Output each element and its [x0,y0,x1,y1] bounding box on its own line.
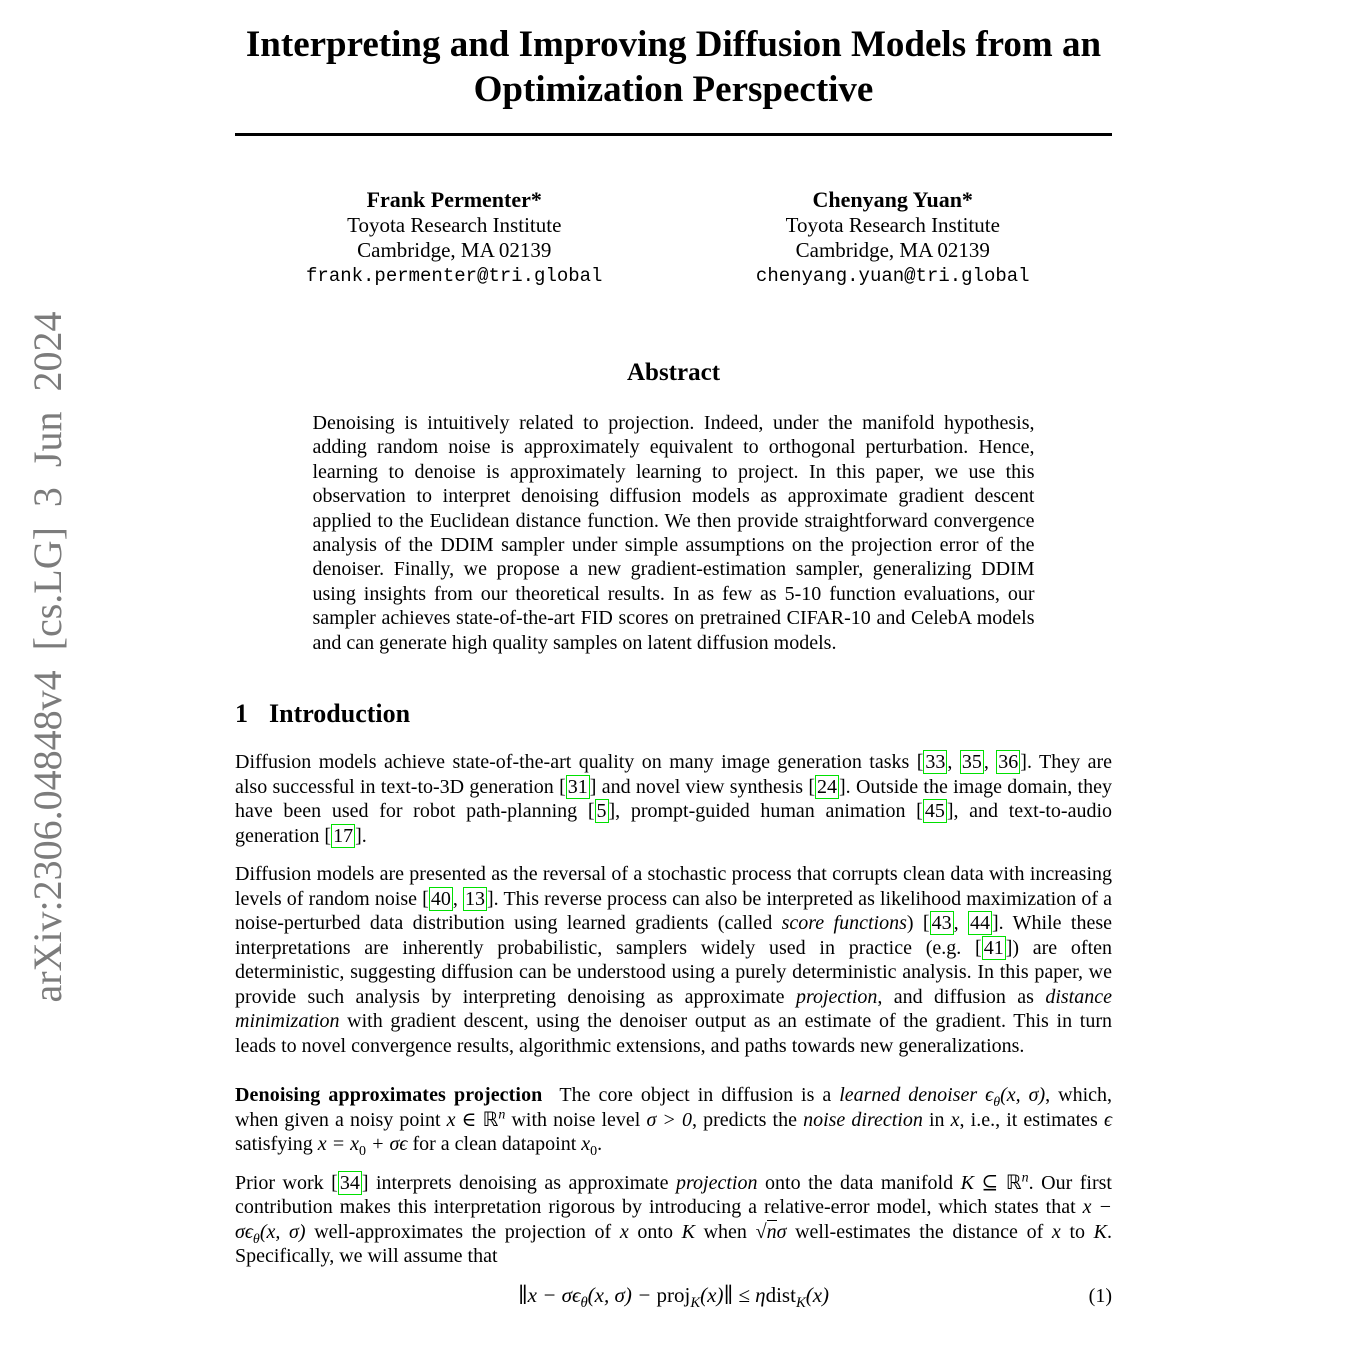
page-title-line-2: Optimization Perspective [473,69,874,110]
citation-link[interactable]: 31 [567,775,588,798]
citation-link[interactable]: 24 [817,775,837,798]
page-title-line-1: Interpreting and Improving Diffusion Models from an [245,24,1102,65]
denoising-projection-paragraph: Denoising approximates projection The core object in diffusion is a learned denoiser $\epsilon_\theta(x$, σ), which, when given a noisy point x ∈ ℝ$^n$ with noise level σ > 0, predicts the noise direction in x, i.e., it estimates ϵ satisfying $x = x_0 + \sigma\epsilon$ for a clean datapoint $x_0$. [235,1084,1113,1160]
prior-work-paragraph: Prior work [ 34 ] interprets denoising as approximate projection onto the data manifold K ⊆ ℝ$^n$. Our first contribution makes this interpretation rigorous by introducing a relative-error model, which states that $x - \sigma\epsilon_\theta(x$, σ) well-approximates the projection of x onto K when √nσ well-estimates the distance of x to K. Specifically, we will assume that [235,1169,1112,1268]
author-1 [235,186,674,289]
author-affiliation: Toyota Research Institute [347,213,562,237]
section-heading [235,699,1112,729]
page-title [235,22,1112,112]
author-name: Frank Permenter* [366,187,542,212]
intro-paragraph-2: Diffusion models are presented as the reversal of a stochastic process that corrupts clean data with increasing levels of random noise [ 40 , 13 ]. This reverse process can also be interpreted as likelihood maximization of a noise-perturbed data distribution using learned gradients (called score functions) [ 43 , 44 ]. While these interpretations are inherently probabilistic, samplers widely used in practice (e.g. [ 41 ]) are often deterministic, suggesting diffusion can be understood using a purely deterministic analysis. In this paper, we provide such analysis by interpreting denoising as approximate projection, and diffusion as distance minimization with gradient descent, using the denoiser output as an estimate of the gradient. This in turn leads to novel convergence results, algorithmic extensions, and paths towards new generalizations. [235,863,1113,1057]
citation-link[interactable]: 17 [333,824,354,847]
author-name: Chenyang Yuan* [812,187,973,212]
author-affiliation: Toyota Research Institute [785,213,1000,237]
citation-link[interactable]: 45 [924,800,945,823]
author-location: Cambridge, MA 02139 [795,238,990,262]
citation-link[interactable]: 41 [983,936,1004,959]
citation-link[interactable]: 35 [961,751,982,774]
equation-body: ∥x − $\sigma\epsilon_\theta(x$, σ) − proj$_K$(x)∥ ≤ ηdist$_K$(x) [517,1282,830,1311]
abstract-heading: Abstract [626,359,721,386]
author-email: frank.permenter@tri.global [306,265,603,287]
citation-link[interactable]: 43 [931,912,952,935]
title-rule [235,133,1112,136]
paper-page [235,0,1113,1311]
equation-1 [235,1282,1112,1311]
citation-link[interactable]: 40 [430,887,451,910]
citation-link[interactable]: 13 [465,887,486,910]
equation-number: (1) [1088,1284,1112,1307]
citation-link[interactable]: 5 [596,800,607,823]
author-location: Cambridge, MA 02139 [357,238,552,262]
citation-link[interactable]: 34 [339,1171,360,1194]
arxiv-watermark: arXiv:2306.04848v4 [cs.LG] 3 Jun 2024 [25,311,70,1003]
intro-paragraph-1: Diffusion models achieve state-of-the-art quality on many image generation tasks [ 33 , 35 , 36 ]. They are also successful in text-to-3D generation [ 31 ] and novel view synthesis [ 24 ]. Outside the image domain, they have been used for robot path-planning [ 5 ], prompt-guided human animation [ 45 ], and text-to-audio generation [ 17 ]. [235,751,1113,847]
citation-link[interactable]: 33 [925,751,946,774]
author-email: chenyang.yuan@tri.global [755,265,1030,287]
author-2 [674,186,1113,289]
author-block [235,186,1112,289]
section-number: 1 [235,699,248,729]
section-title: Introduction [269,699,411,729]
citation-link[interactable]: 44 [969,912,990,935]
citation-link[interactable]: 36 [998,751,1019,774]
abstract-text: Denoising is intuitively related to projection. Indeed, under the manifold hypothesis, adding random noise is approximately equivalent to orthogonal perturbation. Hence, learning to denoise is approximately learning to project. In this paper, we use this observation to interpret denoising diffusion models as approximate gradient descent applied to the Euclidean distance function. We then provide straightforward convergence analysis of the DDIM sampler under simple assumptions on the projection error of the denoiser. Finally, we propose a new gradient-estimation sampler, generalizing DDIM using insights from our theoretical results. In as few as 5-10 function evaluations, our sampler achieves state-of-the-art FID scores on pretrained CIFAR-10 and CelebA models and can generate high quality samples on latent diffusion models. [312,412,1035,654]
